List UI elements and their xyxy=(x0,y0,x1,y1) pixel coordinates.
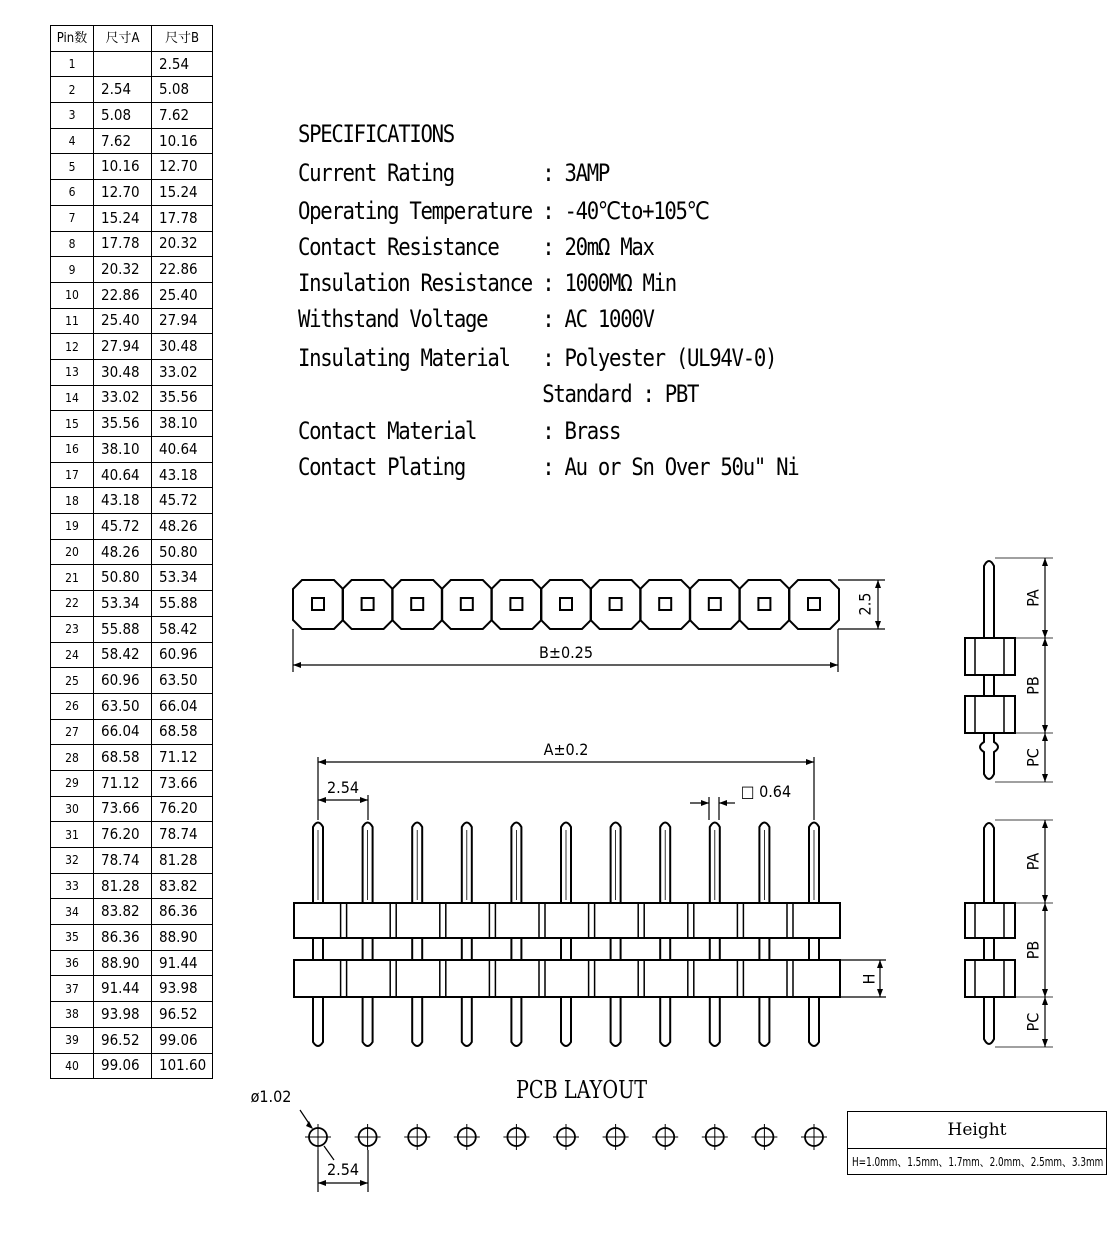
pin-count-cell: 36 xyxy=(51,950,94,976)
size-b-cell: 73.66 xyxy=(152,770,213,796)
pin-lower xyxy=(809,997,819,1046)
side-view-2-pin-top xyxy=(984,823,994,903)
housing-octagon xyxy=(293,580,343,629)
arrow-head xyxy=(830,662,838,668)
size-b-cell: 5.08 xyxy=(152,77,213,103)
size-a-cell: 45.72 xyxy=(94,514,152,540)
size-a-cell: 30.48 xyxy=(94,359,152,385)
arrow-head xyxy=(360,1180,368,1186)
size-b-cell: 101.60 xyxy=(152,1053,213,1079)
pin-count-cell: 34 xyxy=(51,899,94,925)
pin-lower xyxy=(462,997,472,1046)
pin-square-top xyxy=(659,598,671,610)
size-b-cell: 40.64 xyxy=(152,437,213,463)
size-b-cell: 58.42 xyxy=(152,616,213,642)
pin-count-cell: 14 xyxy=(51,385,94,411)
pin-count-cell: 20 xyxy=(51,539,94,565)
pin-square-top xyxy=(808,598,820,610)
size-a-cell: 99.06 xyxy=(94,1053,152,1079)
size-a-cell: 35.56 xyxy=(94,411,152,437)
size-a-cell: 86.36 xyxy=(94,925,152,951)
size-b-cell: 55.88 xyxy=(152,591,213,617)
height-box xyxy=(847,1111,1107,1175)
size-a-cell: 25.40 xyxy=(94,308,152,334)
arrow-head xyxy=(306,1121,313,1129)
pin-count-cell: 23 xyxy=(51,616,94,642)
pin-lower xyxy=(611,997,621,1046)
pin-square-top xyxy=(411,598,423,610)
side-view-1-body-upper xyxy=(965,638,1015,675)
size-a-cell: 40.64 xyxy=(94,462,152,488)
pin-square-top xyxy=(560,598,572,610)
size-a-cell: 68.58 xyxy=(94,745,152,771)
pin-count-cell: 24 xyxy=(51,642,94,668)
spec-value: : AC 1000V xyxy=(542,305,654,333)
specifications-title: SPECIFICATIONS xyxy=(298,120,454,148)
size-a-cell: 66.04 xyxy=(94,719,152,745)
size-a-cell: 7.62 xyxy=(94,128,152,154)
pin-square-top xyxy=(610,598,622,610)
size-a-cell: 2.54 xyxy=(94,77,152,103)
size-b-cell: 76.20 xyxy=(152,796,213,822)
side-view-1-pb-label: PB xyxy=(1023,676,1043,695)
arrow-head xyxy=(318,797,326,803)
arrow-head xyxy=(1042,638,1048,646)
arrow-head xyxy=(1042,1039,1048,1047)
arrow-head xyxy=(1042,820,1048,828)
size-b-cell: 27.94 xyxy=(152,308,213,334)
pin-count-cell: 31 xyxy=(51,822,94,848)
size-a-cell: 81.28 xyxy=(94,873,152,899)
housing-body-upper xyxy=(294,903,840,938)
size-b-cell: 93.98 xyxy=(152,976,213,1002)
size-a-cell: 50.80 xyxy=(94,565,152,591)
size-a-cell: 53.34 xyxy=(94,591,152,617)
arrow-head xyxy=(877,989,883,997)
size-b-cell: 50.80 xyxy=(152,539,213,565)
housing-octagon xyxy=(591,580,641,629)
size-b-cell: 96.52 xyxy=(152,1002,213,1028)
size-a-cell: 71.12 xyxy=(94,770,152,796)
pin-count-cell: 17 xyxy=(51,462,94,488)
size-b-cell: 99.06 xyxy=(152,1027,213,1053)
pin-lower xyxy=(511,997,521,1046)
pin-count-cell: 10 xyxy=(51,282,94,308)
pin-square-top xyxy=(758,598,770,610)
size-b-cell: 53.34 xyxy=(152,565,213,591)
pin-count-cell: 6 xyxy=(51,180,94,206)
dim-a-label: A±0.2 xyxy=(543,740,589,759)
side-view-2-body-lower xyxy=(965,960,1015,997)
pin-lower xyxy=(660,997,670,1046)
size-a-cell: 38.10 xyxy=(94,437,152,463)
pin-count-cell: 1 xyxy=(51,51,94,77)
pin-count-cell: 26 xyxy=(51,693,94,719)
pin-square-top xyxy=(312,598,324,610)
height-values: H=1.0mm、1.5mm、1.7mm、2.0mm、2.5mm、3.3mm xyxy=(852,1155,1104,1169)
side-view-2-pa-label: PA xyxy=(1023,852,1043,871)
pin-count-cell: 40 xyxy=(51,1053,94,1079)
side-view-1-pc-label: PC xyxy=(1023,748,1043,767)
side-view-1-pa-label: PA xyxy=(1023,589,1043,607)
size-a-cell: 12.70 xyxy=(94,180,152,206)
arrow-head xyxy=(1042,895,1048,903)
pin-count-cell: 22 xyxy=(51,591,94,617)
dim-b-label: B±0.25 xyxy=(539,643,593,662)
arrow-head xyxy=(1042,989,1048,997)
pin-count-cell: 18 xyxy=(51,488,94,514)
pin-lower xyxy=(759,997,769,1046)
size-b-cell: 48.26 xyxy=(152,514,213,540)
size-b-cell: 20.32 xyxy=(152,231,213,257)
pin-square-top xyxy=(709,598,721,610)
dim-pin-square-label: □ 0.64 xyxy=(740,782,792,801)
pin-count-cell: 3 xyxy=(51,103,94,129)
housing-octagon xyxy=(392,580,442,629)
pin-count-cell: 21 xyxy=(51,565,94,591)
dia-leader xyxy=(324,1146,334,1160)
dim-2-5-label: 2.5 xyxy=(855,592,875,616)
size-a-cell: 63.50 xyxy=(94,693,152,719)
pin-lower xyxy=(710,997,720,1046)
housing-octagon xyxy=(343,580,393,629)
size-a-cell: 15.24 xyxy=(94,205,152,231)
side-view-2-pin-bottom xyxy=(984,997,994,1044)
arrow-head xyxy=(877,960,883,968)
housing-octagon xyxy=(640,580,690,629)
size-b-cell: 12.70 xyxy=(152,154,213,180)
arrow-head xyxy=(1042,630,1048,638)
size-b-cell: 10.16 xyxy=(152,128,213,154)
arrow-head xyxy=(875,580,881,588)
size-b-cell: 63.50 xyxy=(152,668,213,694)
pin-count-cell: 38 xyxy=(51,1002,94,1028)
pin-count-cell: 29 xyxy=(51,770,94,796)
spec-value: : Brass xyxy=(542,417,621,445)
dim-hole-dia-label: ø1.02 xyxy=(250,1087,292,1106)
size-b-cell: 38.10 xyxy=(152,411,213,437)
size-b-cell: 60.96 xyxy=(152,642,213,668)
pin-count-cell: 27 xyxy=(51,719,94,745)
pin-count-cell: 7 xyxy=(51,205,94,231)
side-view-2-body-upper xyxy=(965,903,1015,938)
pin-count-cell: 30 xyxy=(51,796,94,822)
housing-body-lower xyxy=(294,960,840,997)
arrow-head xyxy=(318,1180,326,1186)
housing-octagon xyxy=(491,580,541,629)
size-a-cell: 20.32 xyxy=(94,257,152,283)
size-b-cell: 7.62 xyxy=(152,103,213,129)
arrow-head xyxy=(293,662,301,668)
size-a-cell: 83.82 xyxy=(94,899,152,925)
size-b-cell: 30.48 xyxy=(152,334,213,360)
spec-label: Operating Temperature xyxy=(298,197,532,225)
arrow-head xyxy=(806,759,814,765)
side-view-2-pc-label: PC xyxy=(1023,1012,1043,1032)
size-b-cell: 43.18 xyxy=(152,462,213,488)
size-b-cell: 68.58 xyxy=(152,719,213,745)
size-a-cell: 93.98 xyxy=(94,1002,152,1028)
size-a-cell: 22.86 xyxy=(94,282,152,308)
pin-count-cell: 13 xyxy=(51,359,94,385)
arrow-head xyxy=(1042,733,1048,741)
spec-label: Current Rating xyxy=(298,159,454,187)
size-a-cell: 55.88 xyxy=(94,616,152,642)
pin-lower xyxy=(561,997,571,1046)
spec-value: : Polyester (UL94V-0) xyxy=(542,344,777,372)
size-b-cell: 45.72 xyxy=(152,488,213,514)
size-a-cell: 43.18 xyxy=(94,488,152,514)
size-b-cell: 2.54 xyxy=(152,51,213,77)
side-view-2-pb-label: PB xyxy=(1023,940,1043,960)
size-a-cell: 5.08 xyxy=(94,103,152,129)
size-a-cell: 58.42 xyxy=(94,642,152,668)
size-a-cell: 91.44 xyxy=(94,976,152,1002)
pin-count-cell: 39 xyxy=(51,1027,94,1053)
pin-count-cell: 28 xyxy=(51,745,94,771)
size-b-cell: 17.78 xyxy=(152,205,213,231)
size-a-cell: 96.52 xyxy=(94,1027,152,1053)
spec-value: : 1000MΩ Min xyxy=(542,269,676,297)
size-b-cell: 88.90 xyxy=(152,925,213,951)
pin-count-cell: 2 xyxy=(51,77,94,103)
size-b-cell: 35.56 xyxy=(152,385,213,411)
pin-lower xyxy=(412,997,422,1046)
dim-h-label: H xyxy=(859,973,879,985)
size-b-cell: 78.74 xyxy=(152,822,213,848)
spec-label: Insulation Resistance xyxy=(298,269,532,297)
size-a-cell: 88.90 xyxy=(94,950,152,976)
side-view-1-body-lower xyxy=(965,696,1015,733)
pin-count-cell: 8 xyxy=(51,231,94,257)
size-a-cell: 27.94 xyxy=(94,334,152,360)
size-b-cell: 66.04 xyxy=(152,693,213,719)
spec-label: Contact Plating xyxy=(298,453,466,481)
size-a-cell: 78.74 xyxy=(94,848,152,874)
size-b-cell: 81.28 xyxy=(152,848,213,874)
spec-label: Contact Resistance xyxy=(298,233,499,261)
arrow-head xyxy=(1042,997,1048,1005)
height-title: Height xyxy=(947,1120,1007,1140)
arrow-head xyxy=(318,759,326,765)
spec-label: Withstand Voltage xyxy=(298,305,488,333)
size-b-cell: 33.02 xyxy=(152,359,213,385)
pin-count-cell: 33 xyxy=(51,873,94,899)
size-a-cell: 48.26 xyxy=(94,539,152,565)
pin-count-cell: 15 xyxy=(51,411,94,437)
pin-count-cell: 4 xyxy=(51,128,94,154)
size-b-cell: 83.82 xyxy=(152,873,213,899)
arrow-head xyxy=(1042,774,1048,782)
housing-octagon xyxy=(442,580,492,629)
size-b-cell: 71.12 xyxy=(152,745,213,771)
pin-lower xyxy=(313,997,323,1046)
arrow-head xyxy=(719,800,727,806)
pin-count-cell: 11 xyxy=(51,308,94,334)
spec-value: : -40℃to+105℃ xyxy=(542,197,709,225)
spec-value: : 3AMP xyxy=(542,159,610,187)
pin-count-cell: 19 xyxy=(51,514,94,540)
arrow-head xyxy=(1042,558,1048,566)
header-size-b: 尺寸B xyxy=(152,26,213,52)
size-a-cell: 73.66 xyxy=(94,796,152,822)
pin-count-cell: 32 xyxy=(51,848,94,874)
housing-octagon xyxy=(690,580,740,629)
side-view-1-pin-top xyxy=(984,561,994,638)
pin-count-cell: 25 xyxy=(51,668,94,694)
pin-count-cell: 12 xyxy=(51,334,94,360)
spec-value: : Au or Sn Over 50u" Ni xyxy=(542,453,799,481)
header-pin-count: Pin数 xyxy=(51,26,94,52)
arrow-head xyxy=(360,797,368,803)
header-size-a: 尺寸A xyxy=(94,26,152,52)
arrow-head xyxy=(1042,903,1048,911)
spec-value: Standard : PBT xyxy=(542,380,699,408)
size-a-cell: 60.96 xyxy=(94,668,152,694)
housing-octagon xyxy=(789,580,839,629)
dim-pitch-label: 2.54 xyxy=(326,778,360,797)
housing-octagon xyxy=(739,580,789,629)
pin-count-cell: 16 xyxy=(51,437,94,463)
size-b-cell: 91.44 xyxy=(152,950,213,976)
size-a-cell: 17.78 xyxy=(94,231,152,257)
dim-pcb-pitch-label: 2.54 xyxy=(326,1160,360,1179)
spec-label: Contact Material xyxy=(298,417,477,445)
size-a-cell: 76.20 xyxy=(94,822,152,848)
housing-octagon xyxy=(541,580,591,629)
pin-count-cell: 37 xyxy=(51,976,94,1002)
size-b-cell: 22.86 xyxy=(152,257,213,283)
size-b-cell: 25.40 xyxy=(152,282,213,308)
pin-square-top xyxy=(510,598,522,610)
height-divider xyxy=(848,1148,1106,1149)
size-b-cell: 86.36 xyxy=(152,899,213,925)
pin-count-cell: 5 xyxy=(51,154,94,180)
pin-lower xyxy=(363,997,373,1046)
arrow-head xyxy=(1042,725,1048,733)
size-b-cell: 15.24 xyxy=(152,180,213,206)
size-a-cell: 33.02 xyxy=(94,385,152,411)
arrow-head xyxy=(701,800,709,806)
pin-count-cell: 9 xyxy=(51,257,94,283)
spec-label: Insulating Material xyxy=(298,344,510,372)
pin-square-top xyxy=(461,598,473,610)
arrow-head xyxy=(875,621,881,629)
pcb-layout-title: PCB LAYOUT xyxy=(516,1076,648,1104)
pin-square-top xyxy=(362,598,374,610)
pin-count-cell: 35 xyxy=(51,925,94,951)
side-view-1-pin-bottom xyxy=(980,733,998,779)
spec-value: : 20mΩ Max xyxy=(542,233,654,261)
size-a-cell: 10.16 xyxy=(94,154,152,180)
